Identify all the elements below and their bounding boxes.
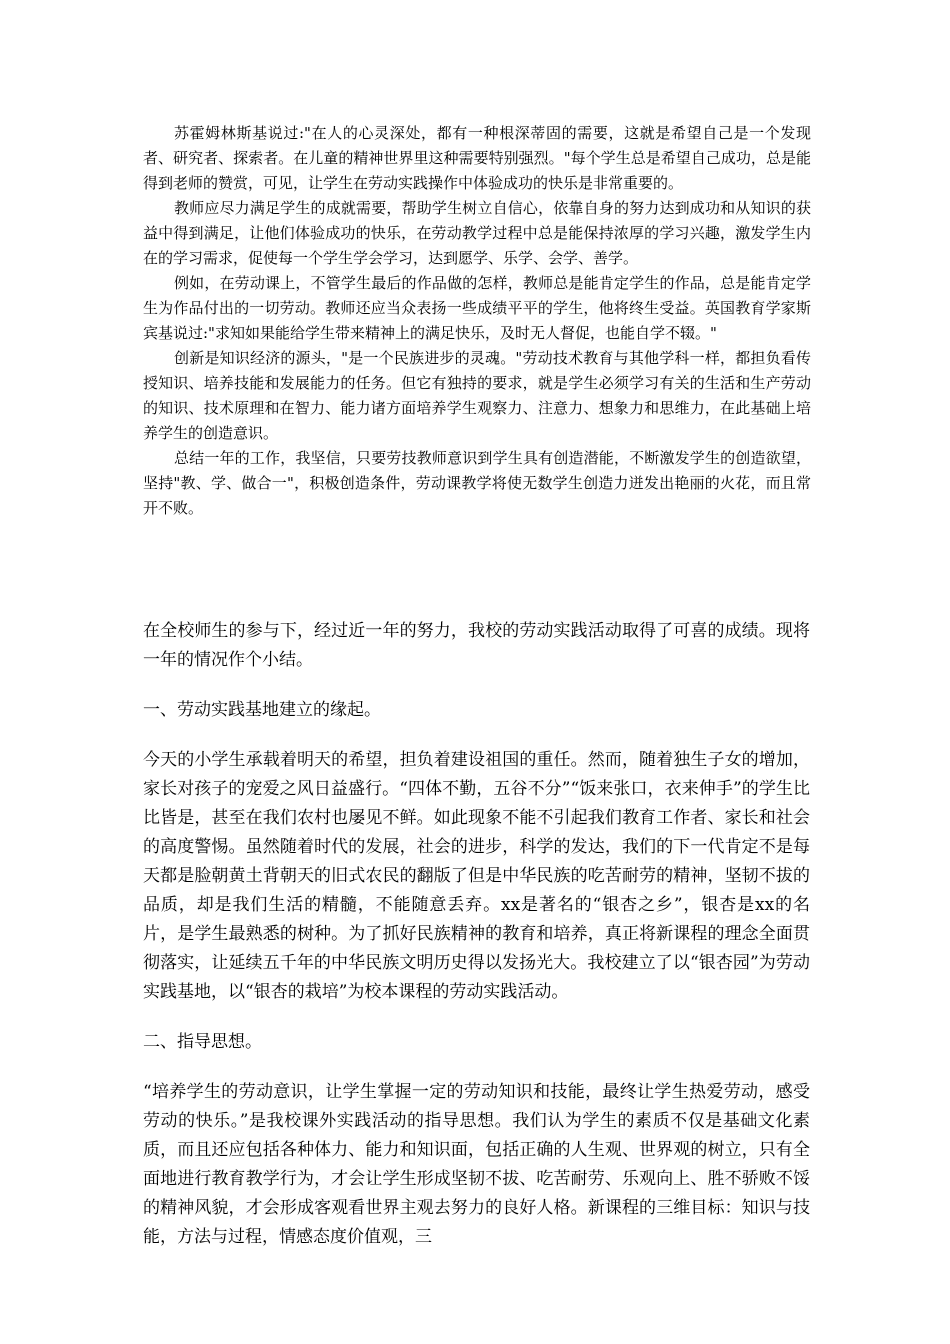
paragraph-sukhomlinsky-quote: 苏霍姆林斯基说过:"在人的心灵深处，都有一种根深蒂固的需要，这就是希望自己是一个发现者、研究者、探索者。在儿童的精神世界里这种需要特别强烈。"每个学生总是希望自己成功，总是能得到老师的赞赏，可见，让学生在劳动实践操作中体验成功的快乐是非常重要的。: [143, 124, 811, 192]
paragraph-guiding-ideology-body: “培养学生的劳动意识，让学生掌握一定的劳动知识和技能，最终让学生热爱劳动，感受劳动的快乐。”是我校课外实践活动的指导思想。我们认为学生的素质不仅是基础文化素质，而且还应包括各种体力、能力和知识面，包括正确的人生观、世界观的树立，只有全面地进行教育教学行为，才会让学生形成坚韧不拔、吃苦耐劳、乐观向上、胜不骄败不馁的精神风貌，才会形成客观看世界主观去努力的良好人格。新课程的三维目标：知识与技能，方法与过程，情感态度价值观，三: [143, 1082, 810, 1247]
paragraph-achievement-needs: 教师应尽力满足学生的成就需要，帮助学生树立自信心，依靠自身的努力达到成功和从知识的获益中得到满足，让他们体验成功的快乐，在劳动教学过程中总是能保持浓厚的学习兴趣，激发学生内在的学习需求，促使每一个学生学会学习，达到愿学、乐学、会学、善学。: [143, 199, 811, 267]
paragraph-year-summary: 总结一年的工作，我坚信，只要劳技教师意识到学生具有创造潜能，不断激发学生的创造欲望，坚持"教、学、做合一"，积极创造条件，劳动课教学将使无数学生创造力迸发出艳丽的火花，而且常开不败。: [143, 449, 811, 517]
paragraph-intro: 在全校师生的参与下，经过近一年的努力，我校的劳动实践活动取得了可喜的成绩。现将一年的情况作个小结。: [143, 621, 810, 670]
paragraph-origin-body: 今天的小学生承载着明天的希望，担负着建设祖国的重任。然而，随着独生子女的增加，家长对孩子的宠爱之风日益盛行。“四体不勤，五谷不分”“饭来张口，衣来伸手”的学生比比皆是，甚至在我们农村也屡见不鲜。如此现象不能不引起我们教育工作者、家长和社会的高度警惕。虽然随着时代的发展，社会的进步，科学的发达，我们的下一代肯定不是每天都是脸朝黄土背朝天的旧式农民的翻版了但是中华民族的吃苦耐劳的精神，坚韧不拔的品质，却是我们生活的精髓，不能随意丢弃。xx是著名的“银杏之乡”，银杏是xx的名片，是学生最熟悉的树种。为了抓好民族精神的教育和培养，真正将新课程的理念全面贯彻落实，让延续五千年的中华民族文明历史得以发扬光大。我校建立了以“银杏园”为劳动实践基地，以“银杏的栽培”为校本课程的劳动实践活动。: [143, 750, 810, 1002]
heading-origin: 一、劳动实践基地建立的缘起。: [143, 700, 381, 720]
paragraph-praise-example: 例如，在劳动课上，不管学生最后的作品做的怎样，教师总是能肯定学生的作品，总是能肯定学生为作品付出的一切劳动。教师还应当众表扬一些成绩平平的学生，他将终生受益。英国教育学家斯宾基说过:"求知如果能给学生带来精神上的满足快乐，及时无人督促，也能自学不辍。": [143, 274, 811, 342]
heading-guiding-ideology: 二、指导思想。: [143, 1032, 262, 1052]
summary-section-labor-practice: [143, 617, 810, 1273]
paragraph-innovation: 创新是知识经济的源头，"是一个民族进步的灵魂。"劳动技术教育与其他学科一样，都担负看传授知识、培养技能和发展能力的任务。但它有独持的要求，就是学生必须学习有关的生活和生产劳动的知识、技术原理和在智力、能力诸方面培养学生观察力、注意力、想象力和思维力，在此基础上培养学生的创造意识。: [143, 349, 811, 442]
summary-section-closing: [143, 121, 811, 521]
